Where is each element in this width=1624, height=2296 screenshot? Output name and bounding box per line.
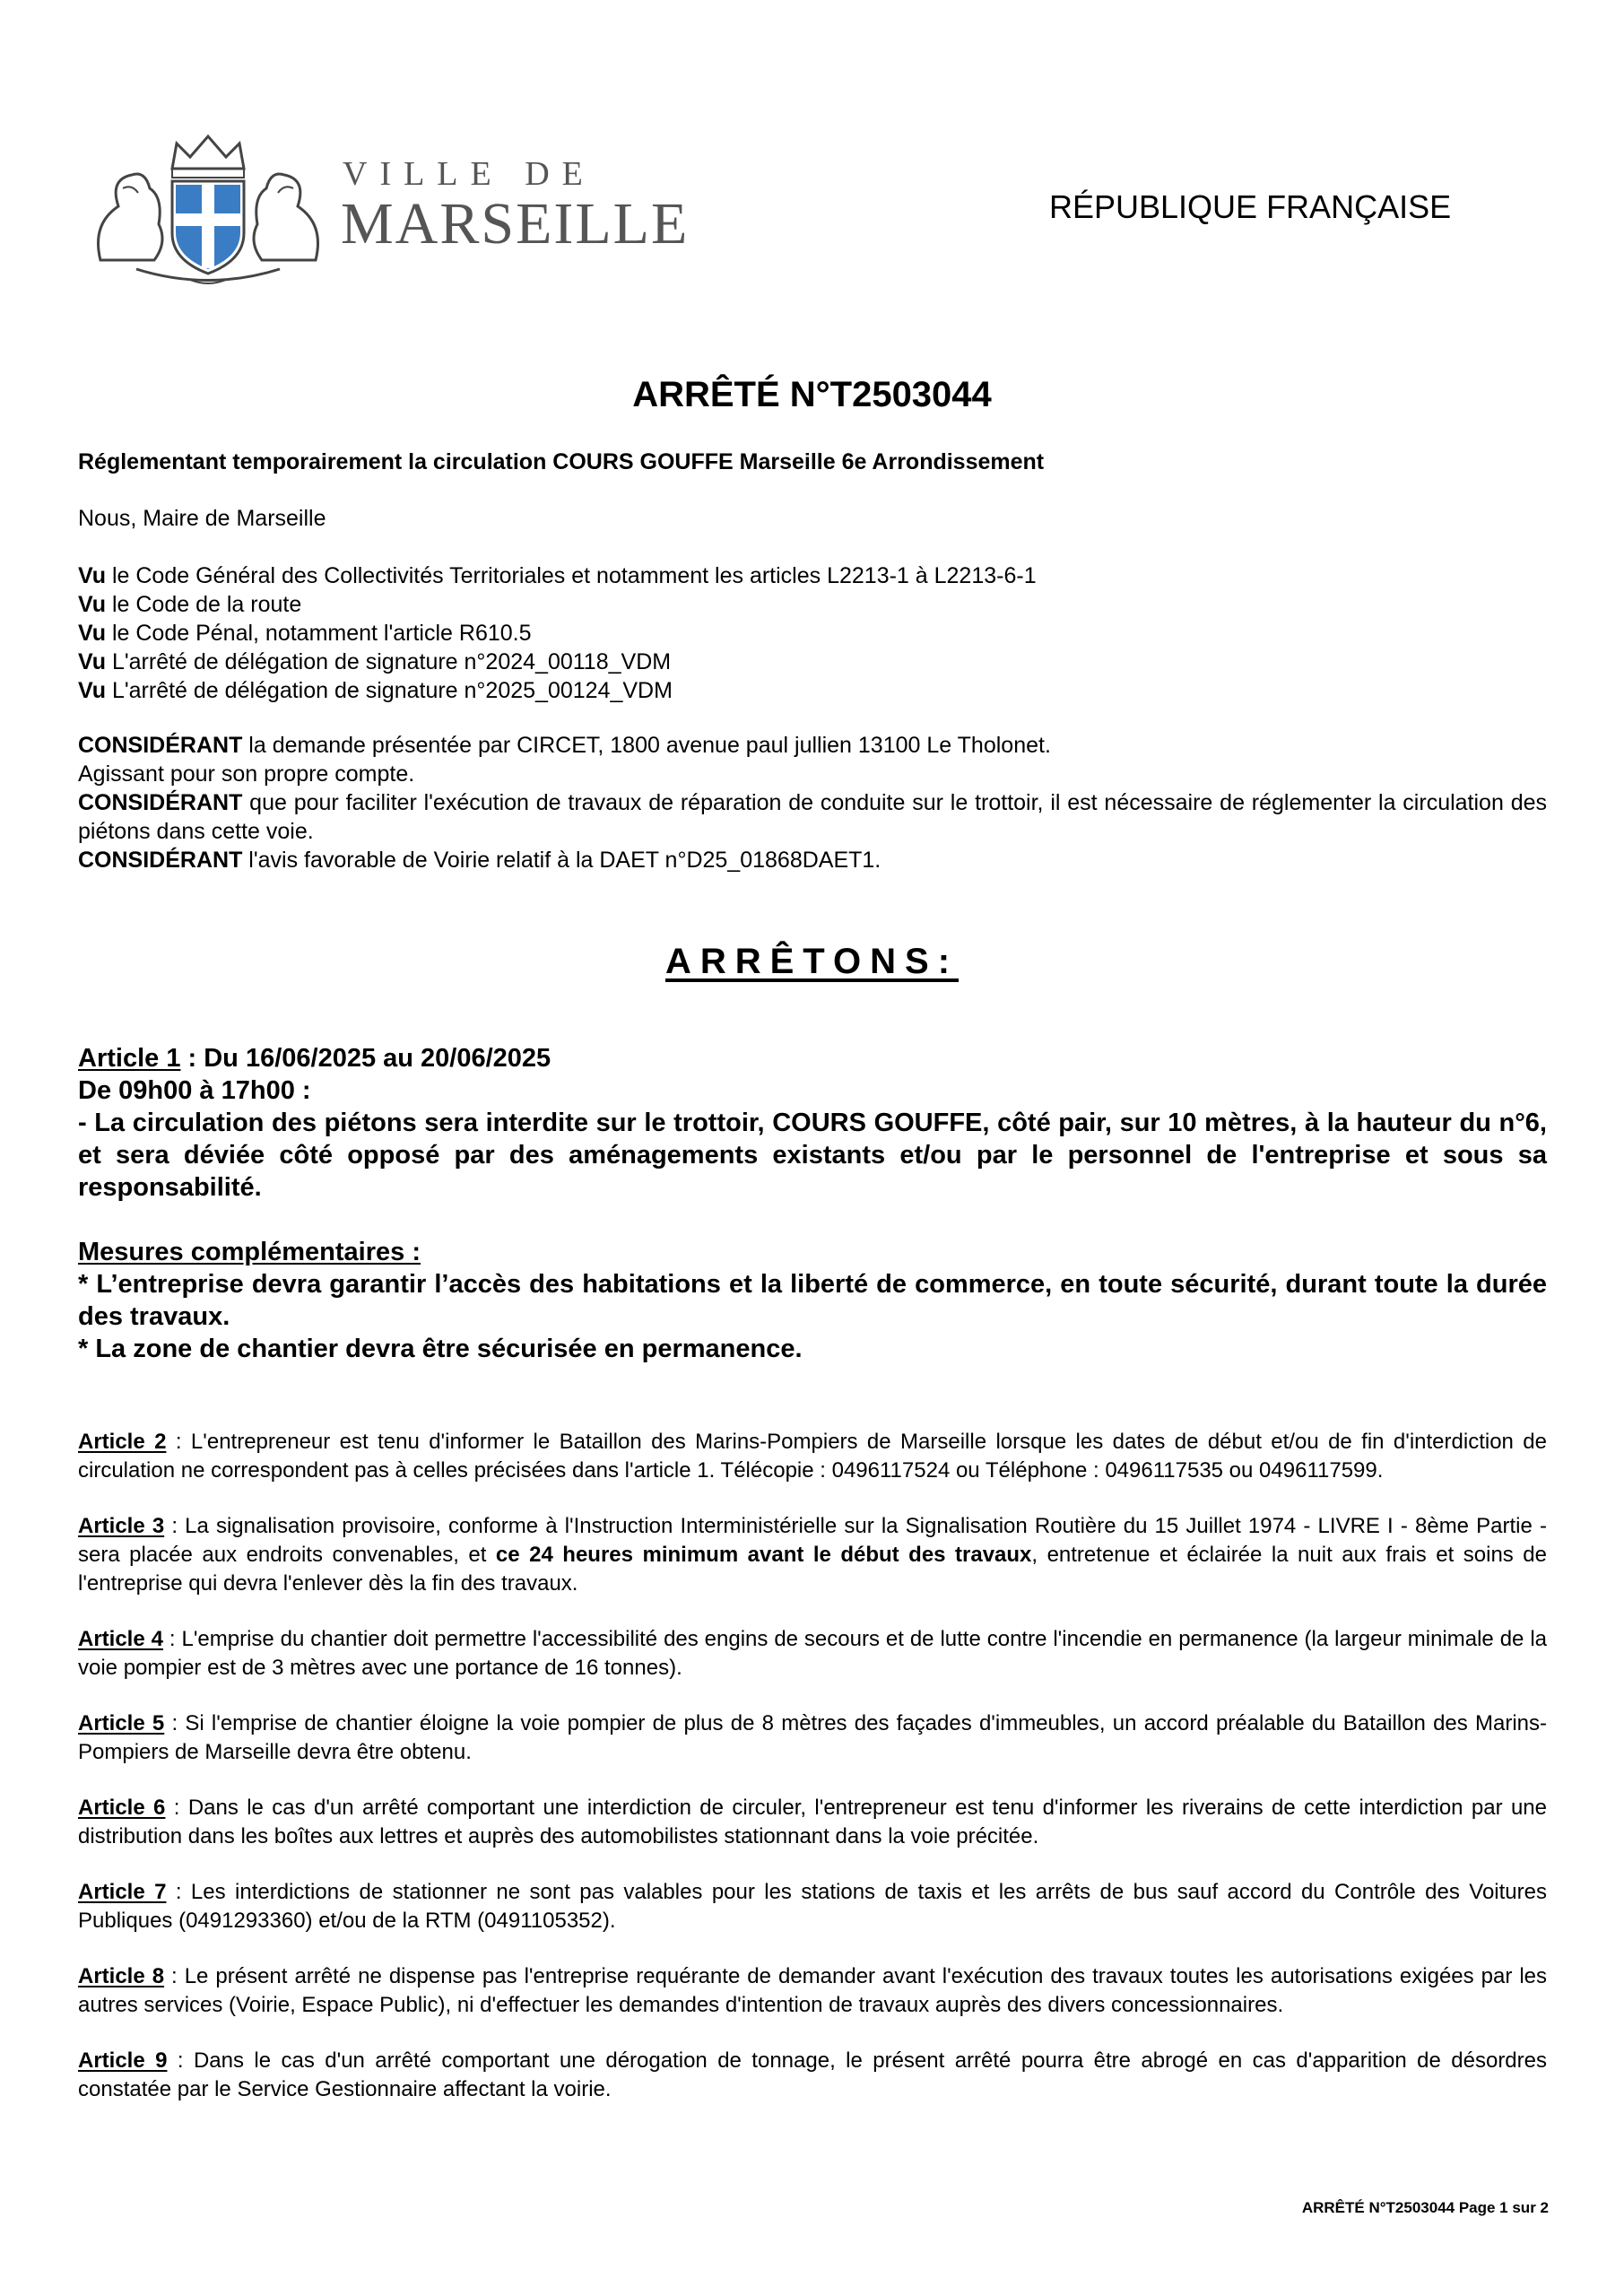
considerants <box>78 731 1547 874</box>
article-5: Article 5 : Si l'emprise de chantier éloigne la voie pompier de plus de 8 mètres des façades d'immeubles, un accord préalable du Bataillon des Marins-Pompiers de Marseille devra être obtenu. <box>78 1711 1548 1764</box>
vu-list <box>78 561 1547 705</box>
article-6: Article 6 : Dans le cas d'un arrêté comportant une interdiction de circuler, l'entrepreneur est tenu d'informer les riverains de cette interdiction par une distribution dans les boîtes aux lettres et auprès des automobilistes stationnant dans la voie précitée. <box>78 1796 1547 1848</box>
vu-item: Vu L'arrêté de délégation de signature n°2025_00124_VDM <box>78 678 673 703</box>
vu-item: Vu le Code Général des Collectivités Territoriales et notamment les articles L2213-1 à L2213-6-1 <box>78 563 1037 588</box>
nous-line: Nous, Maire de Marseille <box>78 506 326 531</box>
republique-francaise: RÉPUBLIQUE FRANÇAISE <box>1049 188 1452 225</box>
arretons-heading: ARRÊTONS: <box>664 942 960 981</box>
article-1-measure: - La circulation des piétons sera interdite sur le trottoir, COURS GOUFFE, côté pair, sur 10 mètres, à la hauteur du n°6, et sera déviée côté opposé par des aménagements existants et/ou par le personnel de l'entreprise et sous sa responsabilité. <box>78 1109 1547 1202</box>
article-9: Article 9 : Dans le cas d'un arrêté comportant une dérogation de tonnage, le présent arrêté pourra être abrogé en cas d'apparition de désordres constatée par le Service Gestionnaire affectant la voirie. <box>78 2048 1547 2101</box>
article-7: Article 7 : Les interdictions de stationner ne sont pas valables pour les stations de taxis et les arrêts de bus sauf accord du Contrôle des Voitures Publiques (0491293360) et/ou de la RTM (0491105352). <box>78 1880 1547 1933</box>
article-1-dates: Article 1 : Du 16/06/2025 au 20/06/2025 <box>78 1044 551 1073</box>
considerant-item: CONSIDÉRANT la demande présentée par CIRCET, 1800 avenue paul jullien 13100 Le Tholonet. <box>78 733 1051 758</box>
article-1 <box>78 1042 1547 1365</box>
article-4: Article 4 : L'emprise du chantier doit permettre l'accessibilité des engins de secours et de lutte contre l'incendie en permanence (la largeur minimale de la voie pompier est de 3 mètres avec une portance de 16 tonnes). <box>78 1627 1547 1680</box>
considerant-item: CONSIDÉRANT l'avis favorable de Voirie relatif à la DAET n°D25_01868DAET1. <box>78 848 881 873</box>
complementary-label: Mesures complémentaires : <box>78 1238 421 1266</box>
logo-ville-de: VILLE DE <box>343 155 595 193</box>
article-2: Article 2 : L'entrepreneur est tenu d'informer le Bataillon des Marins-Pompiers de Marseille lorsque les dates de début et/ou de fin d'interdiction de circulation ne correspondent pas à celles précisées dans l'article 1. Télécopie : 0496117524 ou Téléphone : 0496117535 ou 0496117599. <box>78 1430 1547 1483</box>
vu-item: Vu le Code de la route <box>78 592 302 617</box>
page-title: ARRÊTÉ N°T2503044 <box>632 375 992 414</box>
vu-item: Vu le Code Pénal, notamment l'article R610.5 <box>78 621 532 646</box>
arrete-subtitle: Réglementant temporairement la circulation COURS GOUFFE Marseille 6e Arrondissement <box>78 449 1045 474</box>
considerant-item: Agissant pour son propre compte. <box>78 761 415 787</box>
coat-of-arms-icon <box>83 126 334 296</box>
complementary-item: * La zone de chantier devra être sécurisée en permanence. <box>78 1335 803 1363</box>
marseille-logo <box>83 126 690 296</box>
page-footer: ARRÊTÉ N°T2503044 Page 1 sur 2 <box>1301 2199 1549 2216</box>
article-1-hours: De 09h00 à 17h00 : <box>78 1076 311 1105</box>
complementary-item: * L’entreprise devra garantir l’accès des habitations et la liberté de commerce, en toute sécurité, durant toute la durée des travaux. <box>78 1270 1547 1331</box>
considerant-item: CONSIDÉRANT que pour faciliter l'exécution de travaux de réparation de conduite sur le trottoir, il est nécessaire de réglementer la circulation des piétons dans cette voie. <box>78 790 1547 844</box>
logo-marseille: MARSEILLE <box>341 191 690 257</box>
articles-list <box>78 1428 1547 2131</box>
vu-item: Vu L'arrêté de délégation de signature n°2024_00118_VDM <box>78 649 672 674</box>
article-8: Article 8 : Le présent arrêté ne dispense pas l'entreprise requérante de demander avant l'exécution des travaux toutes les autorisations exigées par les autres services (Voirie, Espace Public), ni d'effectuer les demandes d'intention de travaux auprès des divers concessionnaires. <box>78 1964 1547 2017</box>
article-3: Article 3 : La signalisation provisoire, conforme à l'Instruction Interministérielle sur la Signalisation Routière du 15 Juillet 1974 - LIVRE I - 8ème Partie - sera placée aux endroits convenables, et ce 24 heures minimum avant le début des travaux, entretenue et éclairée la nuit aux frais et soins de l'entreprise qui devra l'enlever dès la fin des travaux. <box>78 1514 1547 1596</box>
